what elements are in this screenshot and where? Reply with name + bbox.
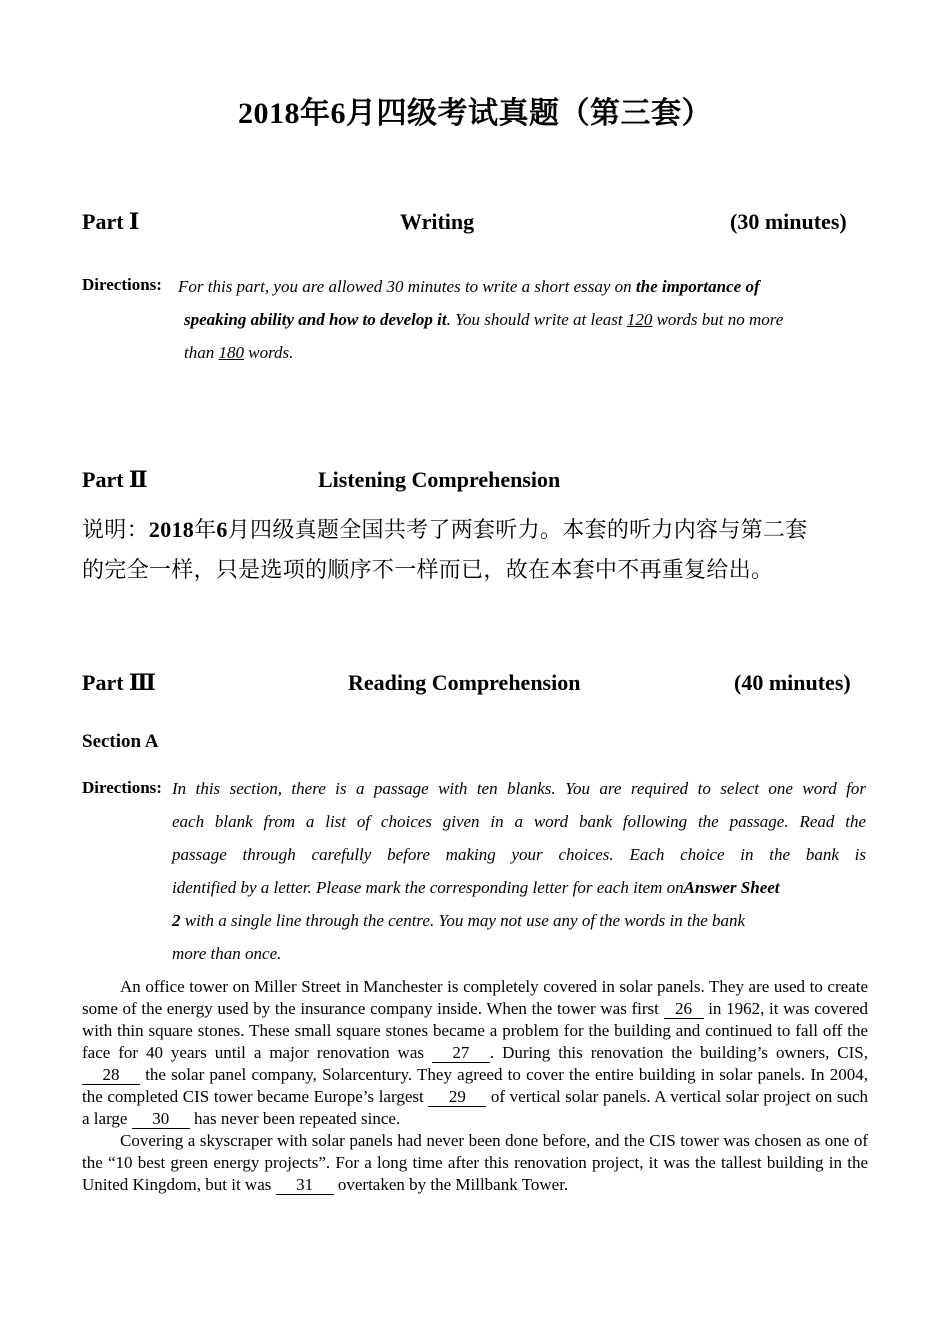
- part3-directions-line5: [172, 904, 866, 937]
- blank-29: 29: [428, 1088, 486, 1107]
- blank-26: 26: [664, 1000, 704, 1019]
- blank-30: 30: [132, 1110, 190, 1129]
- note-text: 月四级真题全国共考了两套听力。本套的听力内容与第二套: [227, 517, 808, 542]
- passage-text: the solar panel company, Solarcentury. They agreed to cover the entire building in solar panels. In 2004, the completed CIS tower became Europe’s largest: [82, 1065, 868, 1106]
- max-words: 180: [218, 343, 244, 362]
- note-prefix: 说明：: [82, 517, 149, 542]
- section-a-heading: Section A: [82, 731, 159, 752]
- part3-time: (40 minutes): [734, 670, 851, 695]
- part1-name: Writing: [400, 209, 475, 234]
- passage-paragraph-1: [82, 976, 868, 1130]
- part3-name: Reading Comprehension: [348, 670, 581, 695]
- part1-directions-line2: [184, 303, 783, 336]
- part3-label: Part Ⅲ: [82, 670, 156, 695]
- passage-text: of vertical solar panels. A vertical solar project on such a large: [82, 1087, 868, 1128]
- part3-directions-line1: In this section, there is a passage with ten blanks. You are required to select one word for: [172, 779, 866, 798]
- note-text: 年: [194, 517, 217, 542]
- part2-note-line2: 的完全一样，只是选项的顺序不一样而已，故在本套中不再重复给出。: [82, 557, 774, 582]
- part2-note-line1: [82, 512, 808, 548]
- essay-topic: the importance of: [635, 277, 760, 296]
- passage-text: in 1962, it was covered with thin square stones. These small square stones became a problem for the building and continued to fall off the face for 40 years until a major renovation was: [82, 999, 869, 1062]
- part3-directions-line6: more than once.: [172, 944, 282, 963]
- part1-label: Part Ⅰ: [82, 209, 140, 234]
- part1-directions-line1: [178, 270, 878, 303]
- part3-directions-line3: passage through carefully before making your choices. Each choice in the bank is: [172, 845, 866, 864]
- blank-28: 28: [82, 1066, 140, 1085]
- passage-text: overtaken by the Millbank Tower.: [333, 1175, 569, 1194]
- directions-text: . You should write at least: [446, 310, 627, 329]
- note-year: 2018: [148, 517, 195, 542]
- part3-directions-line4: [172, 871, 866, 904]
- directions-text: For this part, you are allowed 30 minutes to write a short essay on: [178, 277, 636, 296]
- directions-text: than: [184, 343, 219, 362]
- note-month: 6: [216, 517, 228, 542]
- passage-text: has never been repeated since.: [189, 1109, 401, 1128]
- passage-text: An office tower on Miller Street in Manchester is completely covered in solar panels. They are used to create some of the energy used by the insurance company inside. When the tower was first: [82, 977, 868, 1018]
- passage-paragraph-2: [82, 1130, 868, 1196]
- part3-directions-label: Directions:: [82, 778, 162, 797]
- part1-directions-label: Directions:: [82, 275, 162, 294]
- blank-27: 27: [432, 1044, 490, 1063]
- passage-text: . During this renovation the building’s owners, CIS,: [489, 1043, 868, 1062]
- reading-passage: [82, 976, 868, 1196]
- part2-name: Listening Comprehension: [318, 467, 561, 492]
- directions-text: with a single line through the centre. You may not use any of the words in the bank: [180, 911, 746, 930]
- page-title: 2018年6月四级考试真题（第三套）: [238, 97, 712, 130]
- passage-text: Covering a skyscraper with solar panels had never been done before, and the CIS tower was chosen as one of the “10 best green energy projects”. For a long time after this renovation project, it was the tallest building in the United Kingdom, but it was: [82, 1131, 868, 1194]
- essay-topic: speaking ability and how to develop it: [184, 310, 447, 329]
- part1-time: (30 minutes): [730, 209, 847, 234]
- answer-sheet-ref: Answer Sheet: [683, 878, 780, 897]
- answer-sheet-number: 2: [172, 911, 181, 930]
- directions-text: words.: [243, 343, 294, 362]
- part1-directions-line3: [184, 336, 293, 369]
- directions-text: identified by a letter. Please mark the corresponding letter for each item on: [172, 878, 684, 897]
- directions-text: words but no more: [652, 310, 784, 329]
- min-words: 120: [626, 310, 653, 329]
- part3-directions-line2: each blank from a list of choices given in a word bank following the passage. Read the: [172, 812, 866, 831]
- part2-label: Part Ⅱ: [82, 467, 148, 492]
- blank-31: 31: [276, 1176, 334, 1195]
